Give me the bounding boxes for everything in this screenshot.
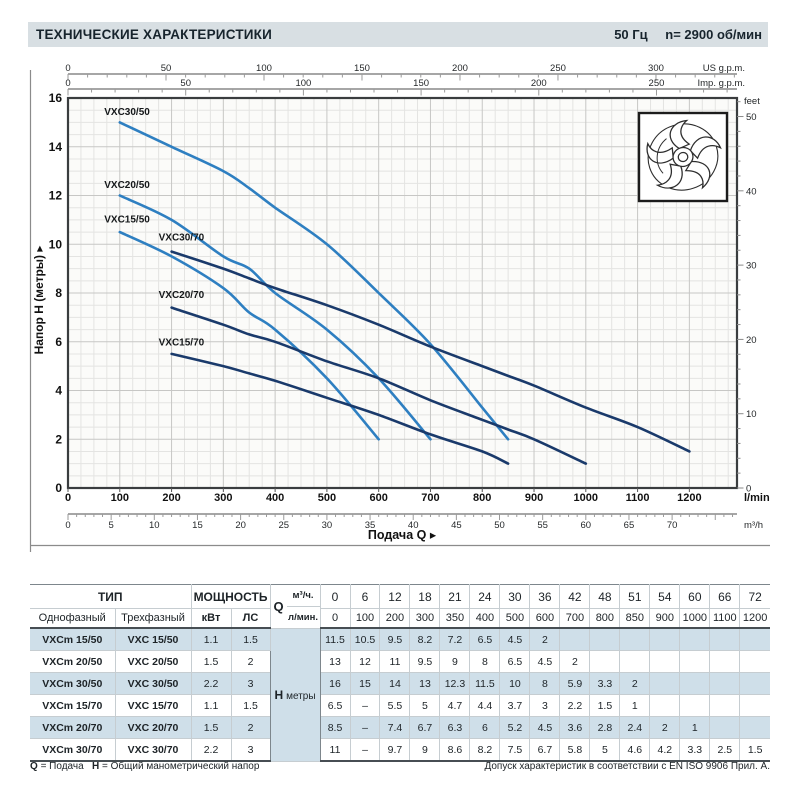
axis-tick-label: 100 (295, 78, 312, 89)
q-m3h-value: 51 (620, 585, 650, 609)
q-lmin-value: 350 (440, 609, 470, 629)
axis-tick-label: 200 (452, 63, 468, 74)
page-title: ТЕХНИЧЕСКИЕ ХАРАКТЕРИСТИКИ (36, 27, 273, 42)
pump-model-three: VXC 15/50 (115, 628, 191, 651)
q-lmin-value: 0 (320, 609, 350, 629)
axis-tick-label: 30 (321, 520, 333, 531)
power-hp-value: 2 (231, 717, 270, 739)
q-footnote-symbol: Q (30, 761, 38, 772)
axis-tick-label: 10 (746, 409, 757, 421)
q-lmin-value: 400 (470, 609, 500, 629)
performance-table (30, 584, 770, 762)
axis-tick-label: 35 (364, 520, 376, 531)
axis-unit-label: l/min (744, 492, 770, 504)
head-value: 6.7 (530, 739, 560, 762)
h-symbol: H (274, 687, 284, 702)
q-m3h-value: 54 (650, 585, 680, 609)
head-value: 9 (410, 739, 440, 762)
axis-unit-label: Imp. g.p.m. (697, 78, 745, 89)
axis-tick-label: 16 (48, 91, 62, 105)
head-value: 4.5 (530, 717, 560, 739)
head-value: 1.5 (590, 695, 620, 717)
q-m3h-value: 6 (350, 585, 380, 609)
head-value: 7.5 (500, 739, 530, 762)
power-hp-value: 2 (231, 651, 270, 673)
imp-gpm-axis (65, 78, 745, 96)
table-row (30, 717, 770, 739)
axis-tick-label: 700 (421, 492, 440, 504)
axis-tick-label: 60 (580, 520, 592, 531)
head-value: 3.6 (560, 717, 590, 739)
head-value: 6 (470, 717, 500, 739)
head-value (740, 628, 770, 651)
curve-label: VXC20/50 (104, 180, 150, 192)
head-value (740, 673, 770, 695)
y-axis-title: Напор H (метры) ▸ (32, 245, 46, 355)
head-value: 9.7 (380, 739, 410, 762)
head-value (620, 651, 650, 673)
power-kw-value: 2.2 (191, 739, 231, 762)
axis-tick-label: 0 (65, 63, 71, 74)
head-value: 9.5 (410, 651, 440, 673)
curve-label: VXC20/70 (158, 289, 205, 301)
axis-tick-label: 12 (48, 188, 62, 203)
head-value: 13 (320, 651, 350, 673)
axis-tick-label: 20 (235, 520, 246, 531)
speed-value: n= 2900 об/мин (665, 27, 762, 42)
head-value: 3.3 (590, 673, 620, 695)
q-m3h-value: 30 (500, 585, 530, 609)
q-unit-lmin: л/мин. (288, 611, 318, 623)
power-kw-value: 1.5 (191, 651, 231, 673)
head-value: 8 (530, 673, 560, 695)
axis-tick-label: 250 (648, 78, 665, 89)
axis-tick-label: 400 (265, 492, 285, 504)
head-value (590, 651, 620, 673)
axis-tick-label: 1200 (677, 492, 702, 504)
axis-tick-label: 4 (55, 383, 62, 398)
head-value: – (350, 695, 380, 717)
q-m3h-value: 36 (530, 585, 560, 609)
pump-model-single: VXCm 30/50 (30, 673, 115, 695)
type-group-header: ТИП (30, 585, 191, 609)
q-symbol: Q (273, 598, 284, 614)
table-body (30, 628, 770, 761)
axis-tick-label: 150 (354, 63, 370, 74)
q-lmin-value: 900 (650, 609, 680, 629)
table-row (30, 628, 770, 651)
q-m3h-value: 72 (740, 585, 770, 609)
head-value: 2 (560, 651, 590, 673)
head-value: 5 (410, 695, 440, 717)
axis-tick-label: 250 (550, 63, 566, 74)
head-value: 13 (410, 673, 440, 695)
table-head (30, 585, 770, 629)
head-value: 11 (380, 651, 410, 673)
q-lmin-value: 600 (530, 609, 560, 629)
h-footnote-symbol: H (92, 761, 100, 772)
head-value: 5.5 (380, 695, 410, 717)
section-header-bar (28, 22, 768, 47)
table-row (30, 695, 770, 717)
table-row (30, 651, 770, 673)
head-value (710, 717, 740, 739)
q-lmin-value: 1200 (740, 609, 770, 629)
kw-header: кВт (191, 609, 231, 629)
head-value: 7.2 (440, 628, 470, 651)
head-value (650, 695, 680, 717)
q-m3h-value: 60 (680, 585, 710, 609)
q-m3h-value: 12 (380, 585, 410, 609)
head-value (680, 673, 710, 695)
head-value: 9.5 (380, 628, 410, 651)
head-value (740, 695, 770, 717)
head-value: 6.3 (440, 717, 470, 739)
power-hp-value: 3 (231, 739, 270, 762)
axis-tick-label: 150 (413, 78, 430, 89)
three-phase-header: Трехфазный (115, 609, 191, 629)
head-value: 11.5 (320, 628, 350, 651)
head-value (680, 628, 710, 651)
head-value (560, 628, 590, 651)
us-gpm-axis (65, 63, 745, 81)
curve-label: VXC15/50 (104, 214, 150, 226)
axis-tick-label: 1000 (573, 492, 599, 504)
axis-tick-label: 50 (180, 78, 191, 89)
head-value: 5.8 (560, 739, 590, 762)
axis-tick-label: 200 (530, 78, 547, 89)
q-m3h-value: 24 (470, 585, 500, 609)
axis-unit-label: US g.p.m. (702, 63, 745, 74)
head-value: 5.9 (560, 673, 590, 695)
power-hp-value: 3 (231, 673, 270, 695)
axis-tick-label: 10 (149, 520, 160, 531)
axis-tick-label: 200 (162, 492, 181, 504)
axis-tick-label: 300 (648, 63, 664, 74)
head-value: 12 (350, 651, 380, 673)
head-value: 10 (500, 673, 530, 695)
head-value: – (350, 717, 380, 739)
axis-tick-label: 500 (317, 492, 337, 504)
curve-label: VXC30/70 (158, 232, 205, 244)
curve-label: VXC15/70 (158, 337, 205, 349)
head-value: 4.6 (620, 739, 650, 762)
head-value: 6.5 (320, 695, 350, 717)
head-h-cell (270, 628, 320, 761)
power-kw-value: 1.1 (191, 628, 231, 651)
m3h-axis (65, 514, 763, 542)
q-lmin-value: 850 (620, 609, 650, 629)
axis-tick-label: 2 (55, 432, 62, 447)
head-value: 6.7 (410, 717, 440, 739)
axis-tick-label: 8 (55, 286, 62, 300)
head-value: 1 (620, 695, 650, 717)
head-value (710, 651, 740, 673)
head-value: – (350, 739, 380, 762)
axis-tick-label: 100 (110, 492, 129, 504)
pump-model-single: VXCm 15/70 (30, 695, 115, 717)
pump-model-single: VXCm 15/50 (30, 628, 115, 651)
q-unit-m3h: м³/ч. (287, 585, 320, 607)
head-value: 12.3 (440, 673, 470, 695)
performance-table-wrap (30, 584, 770, 762)
pump-model-single: VXCm 30/70 (30, 739, 115, 762)
flow-q-header (270, 585, 320, 629)
axis-tick-label: 15 (192, 520, 203, 531)
impeller-box (634, 109, 731, 204)
head-value (680, 651, 710, 673)
table-header-row-groups (30, 585, 770, 609)
head-value: 9 (440, 651, 470, 673)
h-unit: метры (286, 690, 316, 702)
axis-tick-label: 25 (278, 520, 290, 531)
pump-model-three: VXC 20/70 (115, 717, 191, 739)
single-phase-header: Однофазный (30, 609, 115, 629)
axis-tick-label: 65 (623, 520, 635, 531)
head-value: 10.5 (350, 628, 380, 651)
frequency-value: 50 Гц (614, 27, 648, 42)
head-value (680, 695, 710, 717)
axis-tick-label: 50 (746, 112, 757, 124)
legend-footnote (30, 761, 259, 772)
hp-header: ЛС (231, 609, 270, 629)
head-value: 2 (650, 717, 680, 739)
head-value: 8.2 (410, 628, 440, 651)
axis-tick-label: 55 (537, 520, 548, 531)
q-footnote-text: = Подача (40, 761, 84, 772)
head-value: 2.5 (710, 739, 740, 762)
q-m3h-value: 66 (710, 585, 740, 609)
axis-tick-label: 10 (48, 237, 62, 252)
q-lmin-value: 200 (380, 609, 410, 629)
axis-tick-label: 0 (746, 483, 752, 495)
q-lmin-value: 800 (590, 609, 620, 629)
head-value (710, 673, 740, 695)
q-m3h-value: 18 (410, 585, 440, 609)
head-value (740, 717, 770, 739)
axis-unit-label: feet (744, 96, 760, 107)
axis-tick-label: 40 (407, 520, 419, 531)
head-value (650, 651, 680, 673)
q-m3h-value: 48 (590, 585, 620, 609)
head-value: 15 (350, 673, 380, 695)
head-value: 4.2 (650, 739, 680, 762)
head-value: 2.2 (560, 695, 590, 717)
pump-model-single: VXCm 20/70 (30, 717, 115, 739)
frequency-speed-label (614, 27, 768, 42)
q-lmin-value: 700 (560, 609, 590, 629)
power-kw-value: 1.1 (191, 695, 231, 717)
head-value: 5.2 (500, 717, 530, 739)
head-value (620, 628, 650, 651)
head-value: 2 (530, 628, 560, 651)
head-value: 3.7 (500, 695, 530, 717)
axis-tick-label: 0 (65, 520, 71, 531)
head-value: 8.6 (440, 739, 470, 762)
q-m3h-value: 42 (560, 585, 590, 609)
head-value: 2 (620, 673, 650, 695)
q-lmin-value: 300 (410, 609, 440, 629)
head-value: 4.5 (530, 651, 560, 673)
q-lmin-value: 100 (350, 609, 380, 629)
axis-tick-label: 70 (666, 520, 678, 531)
q-lmin-value: 500 (500, 609, 530, 629)
q-lmin-value: 1000 (680, 609, 710, 629)
power-kw-value: 2.2 (191, 673, 231, 695)
axis-tick-label: 300 (214, 492, 233, 504)
pump-model-three: VXC 30/50 (115, 673, 191, 695)
head-value (650, 673, 680, 695)
axis-tick-label: 800 (473, 492, 492, 504)
head-value: 11.5 (470, 673, 500, 695)
table-row (30, 673, 770, 695)
axis-tick-label: 50 (494, 520, 505, 531)
y-axis (32, 91, 62, 495)
head-value: 3 (530, 695, 560, 717)
curve-label: VXC30/50 (104, 107, 150, 119)
axis-tick-label: 0 (64, 492, 72, 504)
power-kw-value: 1.5 (191, 717, 231, 739)
q-m3h-value: 0 (320, 585, 350, 609)
head-value: 6.5 (500, 651, 530, 673)
h-footnote-text: = Общий манометрический напор (102, 761, 260, 772)
head-value: 2.4 (620, 717, 650, 739)
pump-model-three: VXC 15/70 (115, 695, 191, 717)
head-value: 8.2 (470, 739, 500, 762)
q-m3h-value: 21 (440, 585, 470, 609)
tolerance-footnote: Допуск характеристик в соответствии с EN ISO 9906 Прил. А. (484, 761, 770, 772)
head-value (650, 628, 680, 651)
axis-tick-label: 40 (746, 186, 757, 198)
lmin-axis (65, 488, 770, 504)
axis-tick-label: 600 (369, 492, 388, 504)
head-value (710, 695, 740, 717)
head-value: 11 (320, 739, 350, 762)
head-value: 14 (380, 673, 410, 695)
power-hp-value: 1.5 (231, 695, 270, 717)
axis-tick-label: 5 (108, 520, 114, 531)
head-value: 1 (680, 717, 710, 739)
axis-tick-label: 50 (160, 63, 172, 74)
head-value: 6.5 (470, 628, 500, 651)
axis-tick-label: 0 (55, 481, 62, 495)
axis-tick-label: 100 (256, 63, 272, 74)
pump-model-three: VXC 30/70 (115, 739, 191, 762)
axis-tick-label: 1100 (625, 492, 650, 504)
axis-tick-label: 6 (55, 334, 62, 349)
axis-tick-label: 30 (746, 260, 757, 272)
pump-model-single: VXCm 20/50 (30, 651, 115, 673)
table-header-row-columns (30, 609, 770, 629)
head-value: 2.8 (590, 717, 620, 739)
head-value (740, 651, 770, 673)
axis-tick-label: 0 (65, 78, 71, 89)
head-value (590, 628, 620, 651)
axis-tick-label: 20 (746, 334, 757, 346)
feet-axis (737, 96, 760, 495)
head-value: 4.5 (500, 628, 530, 651)
head-value: 3.3 (680, 739, 710, 762)
head-value: 4.4 (470, 695, 500, 717)
head-value: 8 (470, 651, 500, 673)
head-value: 1.5 (740, 739, 770, 762)
power-group-header: МОЩНОСТЬ (191, 585, 270, 609)
table-row (30, 739, 770, 762)
q-lmin-value: 1100 (710, 609, 740, 629)
head-value: 7.4 (380, 717, 410, 739)
axis-tick-label: 900 (524, 492, 544, 504)
power-hp-value: 1.5 (231, 628, 270, 651)
axis-tick-label: 14 (48, 139, 62, 154)
head-value: 16 (320, 673, 350, 695)
pump-model-three: VXC 20/50 (115, 651, 191, 673)
head-value: 4.7 (440, 695, 470, 717)
axis-tick-label: 45 (451, 520, 462, 531)
head-value: 8.5 (320, 717, 350, 739)
x-axis-title: Подача Q ▸ (367, 528, 437, 542)
axis-unit-label: m³/h (744, 520, 763, 531)
head-value (710, 628, 740, 651)
head-value: 5 (590, 739, 620, 762)
